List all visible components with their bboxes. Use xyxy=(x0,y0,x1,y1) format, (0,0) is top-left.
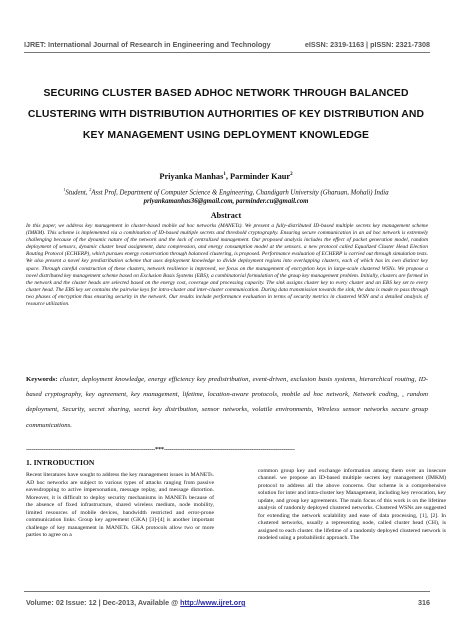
journal-link[interactable]: http://www.ijret.org xyxy=(180,598,246,607)
right-column xyxy=(258,468,446,543)
paper-title: SECURING CLUSTER BASED ADHOC NETWORK THROUGH BALANCED CLUSTERING WITH DISTRIBUTION AUTHORITIES OF KEY DISTRIBUTION AND KEY MANAGEMENT USING DEPLOYMENT KNOWLEDGE xyxy=(27,88,425,141)
intro-right-text: common group key and exchange information among them over an insecure channel. we propose an ID-based multiple secrets key management (IMKM) protocol to address all the above concerns. Our scheme is a comprehensive solution for inter and intra-cluster key Management, including key revocation, key update, and group key agreements. The main focus of this work is on the lifetime analysis of randomly deployed clustered networks. Clustered WSNs are suggested for extending the network scalability and ease of data processing, [1], [2]. In clustered networks, usually a representing node, called cluster head (CH), is assigned to each cluster. the lifetime of a randomly deployed clustered network is modeled using a probabilistic approach. The xyxy=(258,468,446,542)
keywords xyxy=(26,372,428,433)
abstract-body: In this paper, we address key management in cluster-based mobile ad hoc networks (MANETs). We present a fully-distributed ID-based multiple secrets key management scheme (IMKM). This scheme is implemented via a combination of ID-based multiple secrets and threshold cryptography. Ensuring secure communication in an ad hoc network is extremely challenging because of the dynamic nature of the network and the lack of centralized management. Our proposed analysis includes the effect of packet generation model, random deployment of sensors, dynamic cluster head assignment, data compression, and energy consumption model at the sensors. a new protocol called Equalized Cluster Head Election Routing Protocol (ECHERP), which pursues energy conservation through balanced clustering, is proposed. Performance evaluation of ECHERP is carried out through simulation tests. We also present a novel key predistribution scheme that uses deployment knowledge to divide deployment regions into overlapping clusters, each of which has its own distinct key space. Through careful construction of these clusters, network resilience is improved, we focus on the management of encryption keys in large-scale clustered WSNs. We propose a novel distributed key management scheme based on Exclusion Basis Systems (EBS); a combinatorial formulation of the group key management problem. Initially, clusters are formed in the network and the cluster heads are selected based on the energy cost, coverage and processing capacity. The sink assigns cluster key to every cluster and an EBS key set to every cluster head. The EBS key set contains the pairwise keys for intra-cluster and inter-cluster communication. During data transmission towards the sink, the data is made to pass through two phases of encryption thus ensuring security in the network. Our results include performance evaluation in terms of security metrics in clustered WSN and a detailed analysis of resource utilization. xyxy=(26,223,428,308)
header-rule xyxy=(24,52,430,53)
keywords-text: cluster, deployment knowledge, energy efficiency key predistribution, event-driven, exclusion basis systems, hierarchical routing, ID-based cryptography, key agreement, key management, lifetime, location-aware protocols, mobile ad hoc network, Network coding, , random deployment, Security, secret sharing, secret key distribution, sensor networks, volatile environments, Wireless sensor networks secure group communications. xyxy=(26,376,428,429)
authors xyxy=(0,172,452,181)
affiliation-role-1: Student, xyxy=(65,189,90,197)
affiliation-sup-2: 2 xyxy=(89,187,92,192)
volume-text: Volume: 02 Issue: 12 | Dec-2013, Available @ xyxy=(26,598,181,607)
issn: eISSN: 2319-1163 | pISSN: 2321-7308 xyxy=(304,40,430,49)
author-2-sup: 2 xyxy=(290,172,293,178)
page-number: 316 xyxy=(418,598,430,607)
left-column xyxy=(26,459,214,540)
footer-volume xyxy=(26,598,245,607)
running-footer xyxy=(26,598,430,607)
author-1-sup: 1 xyxy=(223,172,226,178)
author-separator: , xyxy=(225,172,231,181)
journal-name: IJRET: International Journal of Research in Engineering and Technology xyxy=(24,40,271,49)
affiliation xyxy=(10,185,442,206)
author-2: Parminder Kaur xyxy=(230,172,291,181)
affiliation-sup-1: 1 xyxy=(63,187,66,192)
keywords-label: Keywords: xyxy=(26,376,58,383)
running-header xyxy=(24,40,430,49)
author-1: Priyanka Manhas xyxy=(159,172,224,181)
intro-heading: 1. INTRODUCTION xyxy=(26,458,95,467)
section-separator: --------------------------------------------------------------------***--------------------------------------------------------------------- xyxy=(26,446,295,453)
footer-rule xyxy=(24,591,430,592)
affiliation-text: Asst Prof, Department of Computer Science & Engineering, Chandigarh University (Gharuan, Mohali) India xyxy=(91,189,389,197)
abstract-heading: Abstract xyxy=(210,211,242,220)
intro-left-text: Recent literatures have sought to address the key management issues in MANETs. AD hoc networks are subject to various types of attacks ranging from passive eavesdropping to active impersonation, message replay, and message distortion. Moreover, it is difficult to deploy security mechanisms in MANETs because of the absence of fixed infrastructure, shared wireless medium, node mobility, limited resources of mobile devices, bandwidth restricted and error-prone communication links. Group key agreement (GKA) [3]-[4] is another important challenge of key management in MANETs. GKA protocols allow two or more parties to agree on a xyxy=(26,472,214,539)
author-emails: priyankamanhas36@gmail.com, parminder.cu@gmail.com xyxy=(143,198,309,206)
